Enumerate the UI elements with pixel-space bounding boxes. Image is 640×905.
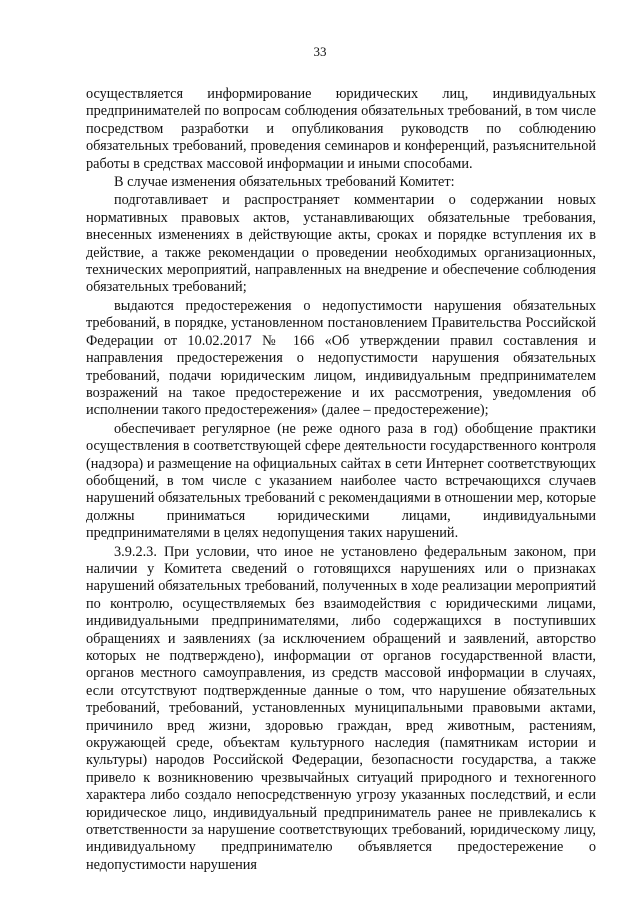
paragraph-section-3-9-2-3: 3.9.2.3. При условии, что иное не установлено федеральным законом, при наличии у Комитета сведений о готовящихся нарушениях или о признаках нарушений обязательных требований, полученных в ходе реализации мероприятий по контролю, осуществляемых без взаимодействия с юридическими лицами, индивидуальными предпринимателями, либо содержащихся в поступивших обращениях и заявлениях (за исключением обращений и заявлений, авторство которых не подтверждено), информации от органов государственной власти, органов местного самоуправления, из средств массовой информации в случаях, если отсутствуют подтвержденные данные о том, что нарушение обязательных требований, требований, установленных муниципальными правовыми актами, причинило вред жизни, здоровью граждан, вред животным, растениям, окружающей среде, объектам культурного наследия (памятникам истории и культуры) народов Российской Федерации, безопасности государства, а также привело к возникновению чрезвычайных ситуаций природного и техногенного характера либо создало непосредственную угрозу указанных последствий, и если юридическое лицо, индивидуальный предприниматель ранее не привлекались к ответственности за нарушение соответствующих требований, юридическому лицу, индивидуальному предпринимателю объявляется предостережение о недопустимости нарушения [86,543,596,873]
paragraph-informing: осуществляется информирование юридических лиц, индивидуальных предпринимателей по вопросам соблюдения обязательных требований, в том числе посредством разработки и опубликования руководств по соблюдению обязательных требований, проведения семинаров и конференций, разъяснительной работы в средствах массовой информации и иными способами. [86,86,596,172]
document-body [86,86,596,874]
paragraph-change-intro: В случае изменения обязательных требований Комитет: [114,174,455,191]
paragraph-warnings: выдаются предостережения о недопустимости нарушения обязательных требований, в порядке, установленном постановлением Правительства Российской Федерации от 10.02.2017 № 166 «Об утверждении правил составления и направления предостережения о недопустимости нарушения обязательных требований, подачи юридическим лицом, индивидуальным предпринимателем возражений на такое предостережение и их рассмотрения, уведомления об исполнении такого предостережения» (далее – предостережение); [86,297,596,419]
paragraph-practice-summary: обеспечивает регулярное (не реже одного раза в год) обобщение практики осуществления в соответствующей сфере деятельности государственного контроля (надзора) и размещение на официальных сайтах в сети Интернет соответствующих обобщений, в том числе с указанием наиболее часто встречающихся случаев нарушений обязательных требований с рекомендациями в отношении мер, которые должны приниматься юридическими лицами, индивидуальными предпринимателями в целях недопущения таких нарушений. [86,420,596,542]
paragraph-comments: подготавливает и распространяет комментарии о содержании новых нормативных правовых актов, устанавливающих обязательные требования, внесенных изменениях в действующие акты, сроках и порядке вступления их в действие, а также рекомендации о проведении необходимых организационных, технических мероприятий, направленных на внедрение и обеспечение соблюдения обязательных требований; [86,192,596,296]
page-number: 33 [313,44,327,59]
